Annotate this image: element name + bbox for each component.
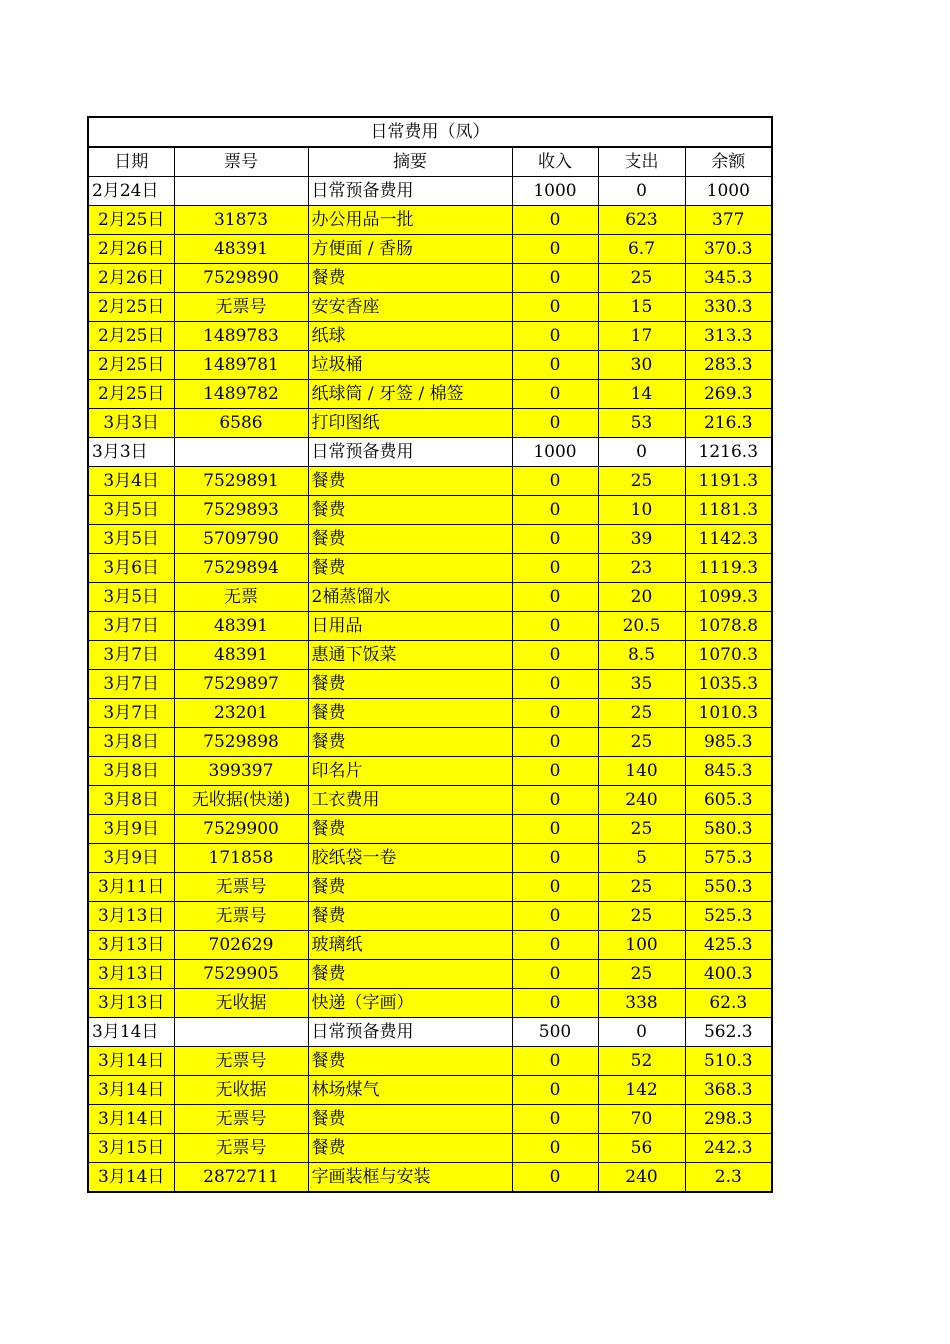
cell-summary: 胶纸袋一卷 [308,844,512,873]
cell-ticket [174,438,308,467]
cell-ticket: 无收据 [174,1076,308,1105]
cell-ticket: 无票号 [174,1105,308,1134]
cell-summary: 打印图纸 [308,409,512,438]
cell-summary: 日常预备费用 [308,438,512,467]
table-row [88,525,772,554]
cell-income: 0 [512,322,598,351]
cell-income: 0 [512,699,598,728]
cell-summary: 餐费 [308,554,512,583]
table-row [88,699,772,728]
cell-income: 0 [512,728,598,757]
cell-ticket: 7529905 [174,960,308,989]
cell-ticket: 171858 [174,844,308,873]
cell-expense: 25 [598,264,685,293]
cell-income: 1000 [512,438,598,467]
table-row [88,670,772,699]
cell-income: 0 [512,873,598,902]
cell-expense: 30 [598,351,685,380]
cell-ticket: 无票号 [174,902,308,931]
cell-expense: 0 [598,1018,685,1047]
cell-ticket: 7529891 [174,467,308,496]
cell-ticket: 无票号 [174,1047,308,1076]
cell-date: 3月8日 [88,728,174,757]
cell-date: 3月13日 [88,931,174,960]
cell-date: 3月9日 [88,844,174,873]
cell-expense: 17 [598,322,685,351]
cell-date: 3月4日 [88,467,174,496]
cell-balance: 368.3 [685,1076,772,1105]
cell-ticket [174,177,308,206]
cell-expense: 623 [598,206,685,235]
cell-date: 2月24日 [88,177,174,206]
cell-date: 3月5日 [88,583,174,612]
cell-expense: 338 [598,989,685,1018]
cell-summary: 日常预备费用 [308,1018,512,1047]
cell-date: 3月7日 [88,612,174,641]
cell-balance: 580.3 [685,815,772,844]
title-row [88,117,772,147]
cell-ticket: 1489783 [174,322,308,351]
cell-income: 0 [512,1047,598,1076]
cell-ticket: 1489782 [174,380,308,409]
cell-ticket: 23201 [174,699,308,728]
cell-balance: 425.3 [685,931,772,960]
table-row [88,815,772,844]
cell-balance: 216.3 [685,409,772,438]
cell-balance: 1099.3 [685,583,772,612]
cell-date: 2月25日 [88,380,174,409]
cell-income: 1000 [512,177,598,206]
expense-ledger-table [87,116,773,1193]
cell-income: 0 [512,1134,598,1163]
cell-summary: 安安香座 [308,293,512,322]
cell-income: 0 [512,815,598,844]
cell-income: 500 [512,1018,598,1047]
cell-expense: 25 [598,960,685,989]
cell-balance: 1035.3 [685,670,772,699]
cell-summary: 日常预备费用 [308,177,512,206]
cell-balance: 1010.3 [685,699,772,728]
cell-expense: 25 [598,728,685,757]
cell-expense: 52 [598,1047,685,1076]
table-row [88,1047,772,1076]
cell-balance: 1119.3 [685,554,772,583]
cell-income: 0 [512,554,598,583]
cell-expense: 25 [598,699,685,728]
cell-summary: 纸球筒 / 牙签 / 棉签 [308,380,512,409]
cell-expense: 25 [598,815,685,844]
cell-balance: 1078.8 [685,612,772,641]
cell-balance: 370.3 [685,235,772,264]
cell-summary: 字画装框与安装 [308,1163,512,1193]
cell-expense: 35 [598,670,685,699]
table-row [88,1163,772,1193]
cell-income: 0 [512,960,598,989]
cell-ticket: 7529890 [174,264,308,293]
cell-date: 3月3日 [88,409,174,438]
cell-balance: 242.3 [685,1134,772,1163]
cell-date: 2月26日 [88,264,174,293]
cell-date: 2月26日 [88,235,174,264]
cell-balance: 1181.3 [685,496,772,525]
cell-balance: 2.3 [685,1163,772,1193]
cell-expense: 20.5 [598,612,685,641]
table-row [88,931,772,960]
cell-summary: 餐费 [308,728,512,757]
cell-balance: 283.3 [685,351,772,380]
cell-summary: 餐费 [308,815,512,844]
cell-expense: 100 [598,931,685,960]
cell-income: 0 [512,409,598,438]
cell-summary: 餐费 [308,1105,512,1134]
cell-balance: 345.3 [685,264,772,293]
table-row [88,757,772,786]
cell-income: 0 [512,786,598,815]
cell-date: 3月7日 [88,670,174,699]
cell-expense: 5 [598,844,685,873]
cell-date: 3月14日 [88,1105,174,1134]
cell-expense: 15 [598,293,685,322]
cell-balance: 269.3 [685,380,772,409]
table-row [88,322,772,351]
cell-ticket: 6586 [174,409,308,438]
cell-balance: 377 [685,206,772,235]
cell-ticket: 无票号 [174,1134,308,1163]
cell-summary: 餐费 [308,699,512,728]
cell-balance: 575.3 [685,844,772,873]
table-row [88,641,772,670]
table-row [88,496,772,525]
cell-ticket: 702629 [174,931,308,960]
header-income: 收入 [512,147,598,177]
table-row [88,554,772,583]
table-row [88,1134,772,1163]
cell-income: 0 [512,931,598,960]
cell-expense: 25 [598,902,685,931]
cell-ticket: 7529900 [174,815,308,844]
header-summary: 摘要 [308,147,512,177]
cell-ticket: 无收据(快递) [174,786,308,815]
cell-balance: 1070.3 [685,641,772,670]
cell-income: 0 [512,670,598,699]
cell-balance: 298.3 [685,1105,772,1134]
cell-expense: 53 [598,409,685,438]
cell-summary: 方便面 / 香肠 [308,235,512,264]
cell-income: 0 [512,1163,598,1193]
cell-date: 3月7日 [88,641,174,670]
cell-date: 3月7日 [88,699,174,728]
ledger-body [88,177,772,1193]
cell-summary: 餐费 [308,496,512,525]
cell-expense: 10 [598,496,685,525]
cell-summary: 餐费 [308,670,512,699]
header-row [88,147,772,177]
cell-ticket: 5709790 [174,525,308,554]
cell-balance: 1000 [685,177,772,206]
cell-expense: 14 [598,380,685,409]
cell-summary: 餐费 [308,1047,512,1076]
cell-income: 0 [512,1105,598,1134]
table-row [88,1018,772,1047]
table-row [88,989,772,1018]
cell-ticket: 48391 [174,641,308,670]
cell-ticket: 48391 [174,612,308,641]
cell-income: 0 [512,989,598,1018]
cell-expense: 25 [598,467,685,496]
cell-ticket: 2872711 [174,1163,308,1193]
table-row [88,438,772,467]
cell-ticket: 1489781 [174,351,308,380]
cell-ticket: 7529893 [174,496,308,525]
cell-date: 3月5日 [88,496,174,525]
cell-income: 0 [512,612,598,641]
table-row [88,409,772,438]
header-expense: 支出 [598,147,685,177]
cell-date: 3月8日 [88,757,174,786]
cell-date: 3月13日 [88,960,174,989]
cell-summary: 办公用品一批 [308,206,512,235]
cell-date: 3月13日 [88,902,174,931]
cell-ticket: 7529894 [174,554,308,583]
header-date: 日期 [88,147,174,177]
cell-date: 3月5日 [88,525,174,554]
cell-date: 3月9日 [88,815,174,844]
cell-summary: 餐费 [308,960,512,989]
cell-date: 2月25日 [88,351,174,380]
cell-balance: 400.3 [685,960,772,989]
cell-date: 3月15日 [88,1134,174,1163]
cell-expense: 0 [598,438,685,467]
cell-expense: 142 [598,1076,685,1105]
cell-balance: 62.3 [685,989,772,1018]
table-row [88,728,772,757]
cell-expense: 70 [598,1105,685,1134]
cell-summary: 工衣费用 [308,786,512,815]
table-row [88,786,772,815]
cell-income: 0 [512,380,598,409]
cell-summary: 餐费 [308,525,512,554]
cell-income: 0 [512,525,598,554]
cell-income: 0 [512,293,598,322]
table-row [88,1076,772,1105]
cell-expense: 39 [598,525,685,554]
header-ticket: 票号 [174,147,308,177]
cell-balance: 845.3 [685,757,772,786]
cell-expense: 0 [598,177,685,206]
table-row [88,1105,772,1134]
cell-income: 0 [512,206,598,235]
cell-date: 3月6日 [88,554,174,583]
cell-summary: 餐费 [308,264,512,293]
cell-ticket [174,1018,308,1047]
cell-income: 0 [512,1076,598,1105]
cell-income: 0 [512,902,598,931]
table-row [88,583,772,612]
table-row [88,351,772,380]
cell-date: 3月14日 [88,1163,174,1193]
table-row [88,960,772,989]
cell-expense: 56 [598,1134,685,1163]
cell-income: 0 [512,264,598,293]
cell-expense: 240 [598,1163,685,1193]
cell-expense: 25 [598,873,685,902]
table-row [88,206,772,235]
cell-balance: 313.3 [685,322,772,351]
cell-balance: 330.3 [685,293,772,322]
cell-income: 0 [512,467,598,496]
cell-balance: 1142.3 [685,525,772,554]
cell-balance: 985.3 [685,728,772,757]
cell-balance: 525.3 [685,902,772,931]
cell-ticket: 399397 [174,757,308,786]
cell-summary: 2桶蒸馏水 [308,583,512,612]
cell-balance: 605.3 [685,786,772,815]
table-row [88,380,772,409]
table-row [88,612,772,641]
table-row [88,293,772,322]
cell-income: 0 [512,496,598,525]
table-row [88,873,772,902]
cell-income: 0 [512,351,598,380]
table-row [88,235,772,264]
cell-date: 3月14日 [88,1047,174,1076]
cell-expense: 240 [598,786,685,815]
cell-summary: 惠通下饭菜 [308,641,512,670]
cell-income: 0 [512,641,598,670]
cell-balance: 510.3 [685,1047,772,1076]
cell-summary: 纸球 [308,322,512,351]
table-row [88,902,772,931]
cell-date: 2月25日 [88,206,174,235]
cell-balance: 1216.3 [685,438,772,467]
cell-expense: 20 [598,583,685,612]
cell-ticket: 31873 [174,206,308,235]
cell-summary: 印名片 [308,757,512,786]
cell-income: 0 [512,757,598,786]
cell-summary: 餐费 [308,1134,512,1163]
sheet-title: 日常费用（凤） [88,117,772,147]
cell-date: 3月13日 [88,989,174,1018]
cell-expense: 140 [598,757,685,786]
cell-ticket: 无收据 [174,989,308,1018]
cell-summary: 餐费 [308,873,512,902]
cell-income: 0 [512,844,598,873]
cell-summary: 玻璃纸 [308,931,512,960]
cell-summary: 餐费 [308,467,512,496]
cell-date: 3月3日 [88,438,174,467]
cell-balance: 550.3 [685,873,772,902]
cell-date: 3月14日 [88,1018,174,1047]
cell-date: 2月25日 [88,322,174,351]
cell-ticket: 7529897 [174,670,308,699]
table-row [88,844,772,873]
cell-summary: 林场煤气 [308,1076,512,1105]
cell-summary: 快递（字画） [308,989,512,1018]
cell-expense: 6.7 [598,235,685,264]
cell-ticket: 无票号 [174,873,308,902]
cell-ticket: 无票 [174,583,308,612]
cell-date: 3月11日 [88,873,174,902]
cell-expense: 8.5 [598,641,685,670]
cell-ticket: 无票号 [174,293,308,322]
cell-summary: 垃圾桶 [308,351,512,380]
cell-balance: 562.3 [685,1018,772,1047]
cell-date: 3月14日 [88,1076,174,1105]
cell-date: 2月25日 [88,293,174,322]
cell-income: 0 [512,235,598,264]
header-balance: 余额 [685,147,772,177]
table-row [88,264,772,293]
cell-expense: 23 [598,554,685,583]
cell-summary: 日用品 [308,612,512,641]
cell-balance: 1191.3 [685,467,772,496]
cell-date: 3月8日 [88,786,174,815]
cell-summary: 餐费 [308,902,512,931]
cell-income: 0 [512,583,598,612]
table-row [88,177,772,206]
cell-ticket: 48391 [174,235,308,264]
table-row [88,467,772,496]
cell-ticket: 7529898 [174,728,308,757]
